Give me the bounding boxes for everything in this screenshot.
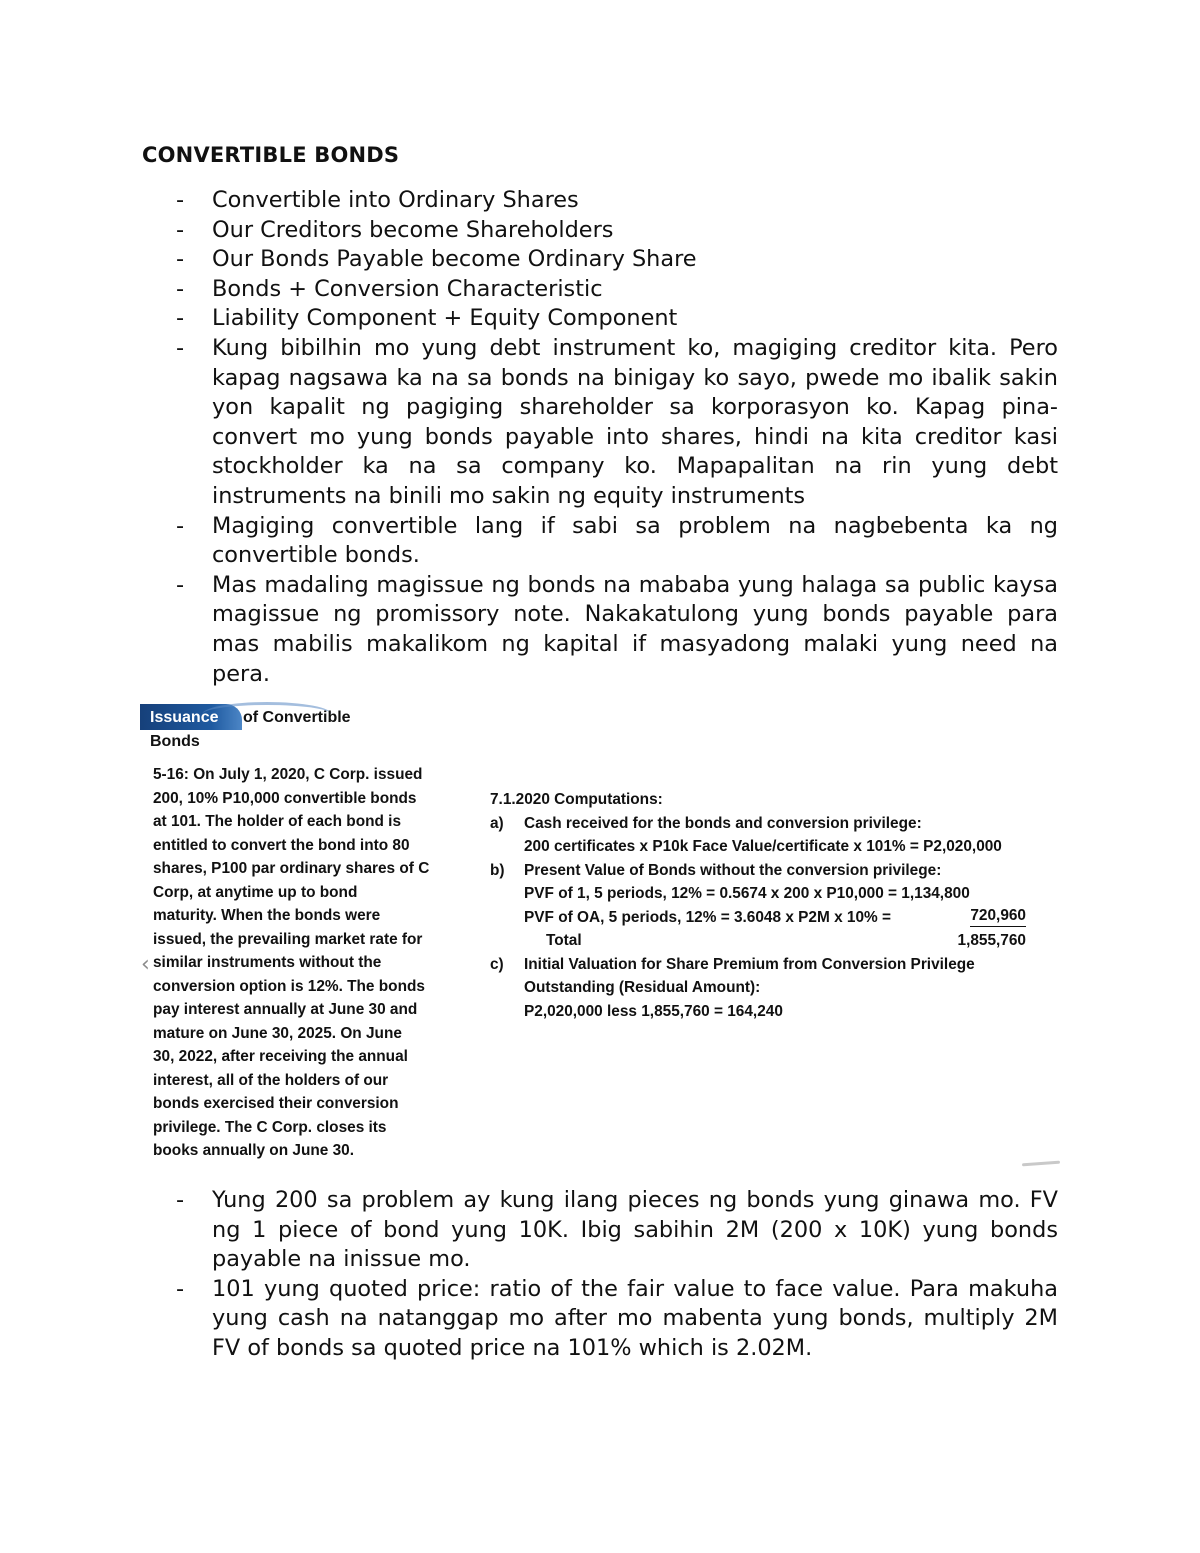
bullet-item: - 101 yung quoted price: ratio of the fair value to face value. Para makuha yung cash na natanggap mo after mo mabenta yung bonds, multiply 2M FV of bonds sa quoted price na 101% which is 2.02M. (142, 1275, 1058, 1364)
problem-line: bonds exercised their conversion (153, 1095, 399, 1112)
item-c-title-2: Outstanding (Residual Amount): (524, 979, 761, 996)
bullet-list-bottom (142, 1186, 1058, 1364)
bullet-item: - Yung 200 sa problem ay kung ilang pieces ng bonds yung ginawa mo. FV ng 1 piece of bond yung 10K. Ibig sabihin 2M (200 x 10K) yung bonds payable na inissue mo. (142, 1186, 1058, 1275)
problem-line: entitled to convert the bond into 80 (153, 836, 410, 854)
problem-line: shares, P100 par ordinary shares of C (153, 860, 430, 877)
item-a-title: Cash received for the bonds and conversion privilege: (524, 814, 922, 832)
chevron-left-icon: ‹ (141, 952, 150, 977)
problem-line: issued, the prevailing market rate for (153, 930, 423, 948)
computations-heading: 7.1.2020 Computations: (490, 791, 663, 808)
item-b-line-2-amount: 720,960 (970, 906, 1026, 927)
bullet-item: - Our Creditors become Shareholders (142, 216, 1058, 246)
total-label: Total (546, 932, 582, 949)
bullet-item: - Magiging convertible lang if sabi sa problem na nagbebenta ka ng convertible bonds. (142, 512, 1058, 571)
item-b-title: Present Value of Bonds without the conversion privilege: (524, 861, 942, 879)
problem-statement (153, 763, 468, 1163)
item-b-line-2: PVF of OA, 5 periods, 12% = 3.6048 x P2M x 10% = (524, 908, 891, 926)
slide-title-part: of Convertible (243, 709, 351, 726)
item-c-title: Initial Valuation for Share Premium from Conversion Privilege (524, 955, 975, 973)
bullet-item: - Mas madaling magissue ng bonds na mababa yung halaga sa public kaysa magissue ng promissory note. Nakakatulong yung bonds payable para mas mabilis makalikom ng kapital if masyadong malaki yung need na pera. (142, 571, 1058, 689)
item-label-c: c) (490, 955, 504, 973)
problem-line: Corp, at anytime up to bond (153, 883, 358, 901)
item-a-line: 200 certificates x P10k Face Value/certificate x 101% = P2,020,000 (524, 838, 1002, 855)
total-amount: 1,855,760 (957, 932, 1026, 949)
problem-line: similar instruments without the (153, 954, 382, 971)
slide-title-part: Bonds (150, 733, 200, 750)
slide-title-part: Issuance (150, 709, 219, 726)
problem-line: maturity. When the bonds were (153, 907, 381, 924)
item-c-line: P2,020,000 less 1,855,760 = 164,240 (524, 1002, 783, 1020)
problem-line: pay interest annually at June 30 and (153, 1001, 418, 1018)
problem-line: 30, 2022, after receiving the annual (153, 1048, 408, 1065)
problem-line: interest, all of the holders of our (153, 1071, 389, 1089)
bullet-item: - Liability Component + Equity Component (142, 304, 1058, 334)
problem-line: privilege. The C Corp. closes its (153, 1118, 387, 1136)
problem-line: 200, 10% P10,000 convertible bonds (153, 789, 417, 807)
bullet-item: - Convertible into Ordinary Shares (142, 186, 1058, 216)
item-label-a: a) (490, 814, 504, 832)
problem-line: 5-16: On July 1, 2020, C Corp. issued (153, 766, 423, 783)
embedded-slide-image (140, 700, 1062, 1170)
document-title: CONVERTIBLE BONDS (142, 143, 400, 167)
problem-line: conversion option is 12%. The bonds (153, 977, 425, 995)
computations-block (490, 788, 1030, 1023)
item-label-b: b) (490, 861, 505, 879)
bullet-item: - Kung bibilhin mo yung debt instrument ko, magiging creditor kita. Pero kapag nagsawa ka na sa bonds na binigay ko sayo, pwede mo ibalik sakin yon kapalit ng pagiging shareholder sa korporasyon ko. Kapag pina-convert mo yung bonds payable into shares, hindi na kita creditor kasi stockholder ka na sa company ko. Mapapalitan na rin yung debt instruments na binili mo sakin ng equity instruments (142, 334, 1058, 512)
bullet-item: - Bonds + Conversion Characteristic (142, 275, 1058, 305)
problem-line: at 101. The holder of each bond is (153, 813, 402, 830)
problem-line: mature on June 30, 2025. On June (153, 1024, 402, 1042)
bullet-list-top (142, 186, 1058, 689)
bullet-item: - Our Bonds Payable become Ordinary Share (142, 245, 1058, 275)
slide-artifact (1022, 1161, 1060, 1167)
item-b-line-1: PVF of 1, 5 periods, 12% = 0.5674 x 200 x P10,000 = 1,134,800 (524, 885, 970, 902)
problem-line: books annually on June 30. (153, 1142, 354, 1159)
